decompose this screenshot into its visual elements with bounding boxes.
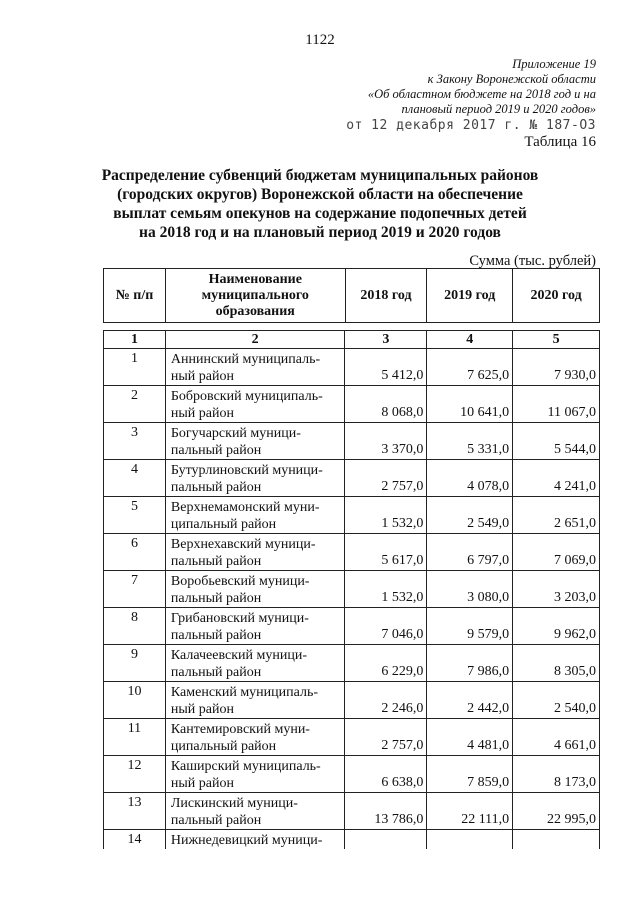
unit-label: Сумма (тыс. рублей) xyxy=(469,253,596,269)
municipality-name: Лискинский муници-пальный район xyxy=(165,793,345,830)
amount-2019: 2 549,0 xyxy=(427,497,513,534)
amount-2018: 5 412,0 xyxy=(345,349,427,386)
title-line: на 2018 год и на плановый период 2019 и 2020 годов xyxy=(139,224,501,241)
appendix-line: «Об областном бюджете на 2018 год и на xyxy=(367,87,596,101)
table-row xyxy=(104,460,600,497)
table-row xyxy=(104,497,600,534)
table-row xyxy=(104,571,600,608)
amount-2018: 1 532,0 xyxy=(345,497,427,534)
amount-2018: 5 617,0 xyxy=(345,534,427,571)
appendix-line: Приложение 19 xyxy=(512,57,596,71)
amount-2018: 2 757,0 xyxy=(345,719,427,756)
amount-2020: 4 661,0 xyxy=(513,719,600,756)
municipality-name: Нижнедевицкий муници- xyxy=(165,830,345,850)
municipality-name: Аннинский муниципаль-ный район xyxy=(165,349,345,386)
amount-2020: 4 241,0 xyxy=(513,460,600,497)
row-number: 7 xyxy=(104,571,166,608)
municipality-name: Каширский муниципаль-ный район xyxy=(165,756,345,793)
row-number: 3 xyxy=(104,423,166,460)
municipality-name: Верхнехавский муници-пальный район xyxy=(165,534,345,571)
row-number: 13 xyxy=(104,793,166,830)
row-number: 11 xyxy=(104,719,166,756)
row-number: 5 xyxy=(104,497,166,534)
municipality-name: Грибановский муници-пальный район xyxy=(165,608,345,645)
table-row xyxy=(104,719,600,756)
data-table xyxy=(103,330,600,849)
row-number: 12 xyxy=(104,756,166,793)
amount-2019: 4 481,0 xyxy=(427,719,513,756)
table-row-partial xyxy=(104,830,600,850)
amount-2020: 7 069,0 xyxy=(513,534,600,571)
law-date-stamp: от 12 декабря 2017 г. № 187-ОЗ xyxy=(346,118,596,133)
table-row xyxy=(104,423,600,460)
header-name: Наименование муниципального образования xyxy=(166,269,346,323)
column-number: 1 xyxy=(104,331,166,349)
table-row xyxy=(104,645,600,682)
table-header xyxy=(103,268,600,323)
amount-2018: 13 786,0 xyxy=(345,793,427,830)
amount-2018: 2 246,0 xyxy=(345,682,427,719)
amount-2020: 3 203,0 xyxy=(513,571,600,608)
appendix-line: плановый период 2019 и 2020 годов» xyxy=(401,102,596,116)
table-row xyxy=(104,756,600,793)
municipality-name: Каменский муниципаль-ный район xyxy=(165,682,345,719)
amount-2020: 8 173,0 xyxy=(513,756,600,793)
amount-2020: 2 651,0 xyxy=(513,497,600,534)
table-row xyxy=(104,793,600,830)
amount-2018: 6 229,0 xyxy=(345,645,427,682)
appendix-note xyxy=(296,57,596,150)
row-number: 6 xyxy=(104,534,166,571)
amount-2019: 4 078,0 xyxy=(427,460,513,497)
amount-2018: 7 046,0 xyxy=(345,608,427,645)
amount-2019: 22 111,0 xyxy=(427,793,513,830)
header-num: № п/п xyxy=(104,269,166,323)
amount-2019: 7 986,0 xyxy=(427,645,513,682)
amount-2019 xyxy=(427,830,513,850)
municipality-name: Воробьевский муници-пальный район xyxy=(165,571,345,608)
title-line: выплат семьям опекунов на содержание подопечных детей xyxy=(113,205,527,222)
amount-2020: 22 995,0 xyxy=(513,793,600,830)
column-number-row xyxy=(104,331,600,349)
column-number: 2 xyxy=(165,331,345,349)
amount-2018: 1 532,0 xyxy=(345,571,427,608)
header-2019: 2019 год xyxy=(427,269,513,323)
column-number: 4 xyxy=(427,331,513,349)
document-title xyxy=(80,166,560,242)
amount-2020: 8 305,0 xyxy=(513,645,600,682)
amount-2019: 9 579,0 xyxy=(427,608,513,645)
amount-2018: 2 757,0 xyxy=(345,460,427,497)
amount-2019: 10 641,0 xyxy=(427,386,513,423)
table-row xyxy=(104,682,600,719)
column-number: 5 xyxy=(513,331,600,349)
amount-2019: 5 331,0 xyxy=(427,423,513,460)
row-number: 8 xyxy=(104,608,166,645)
municipality-name: Верхнемамонский муни-ципальный район xyxy=(165,497,345,534)
amount-2018 xyxy=(345,830,427,850)
amount-2020: 7 930,0 xyxy=(513,349,600,386)
amount-2018: 3 370,0 xyxy=(345,423,427,460)
municipality-name: Бутурлиновский муници-пальный район xyxy=(165,460,345,497)
amount-2019: 2 442,0 xyxy=(427,682,513,719)
table-row xyxy=(104,386,600,423)
table-row xyxy=(104,349,600,386)
amount-2020: 5 544,0 xyxy=(513,423,600,460)
municipality-name: Богучарский муници-пальный район xyxy=(165,423,345,460)
amount-2020: 2 540,0 xyxy=(513,682,600,719)
municipality-name: Кантемировский муни-ципальный район xyxy=(165,719,345,756)
amount-2020: 9 962,0 xyxy=(513,608,600,645)
title-line: Распределение субвенций бюджетам муниципальных районов xyxy=(101,167,539,184)
amount-2020 xyxy=(513,830,600,850)
municipality-name: Калачеевский муници-пальный район xyxy=(165,645,345,682)
row-number: 14 xyxy=(104,830,166,850)
row-number: 10 xyxy=(104,682,166,719)
appendix-line: к Закону Воронежской области xyxy=(427,72,596,86)
header-2020: 2020 год xyxy=(513,269,600,323)
row-number: 4 xyxy=(104,460,166,497)
amount-2019: 7 625,0 xyxy=(427,349,513,386)
column-number: 3 xyxy=(345,331,427,349)
table-number: Таблица 16 xyxy=(524,134,596,150)
amount-2018: 8 068,0 xyxy=(345,386,427,423)
amount-2019: 6 797,0 xyxy=(427,534,513,571)
header-2018: 2018 год xyxy=(345,269,427,323)
amount-2020: 11 067,0 xyxy=(513,386,600,423)
table-row xyxy=(104,608,600,645)
title-line: (городских округов) Воронежской области на обеспечение xyxy=(117,186,523,203)
row-number: 2 xyxy=(104,386,166,423)
row-number: 9 xyxy=(104,645,166,682)
table-row xyxy=(104,534,600,571)
amount-2019: 7 859,0 xyxy=(427,756,513,793)
municipality-name: Бобровский муниципаль-ный район xyxy=(165,386,345,423)
page-number: 1122 xyxy=(305,32,335,48)
row-number: 1 xyxy=(104,349,166,386)
amount-2019: 3 080,0 xyxy=(427,571,513,608)
amount-2018: 6 638,0 xyxy=(345,756,427,793)
